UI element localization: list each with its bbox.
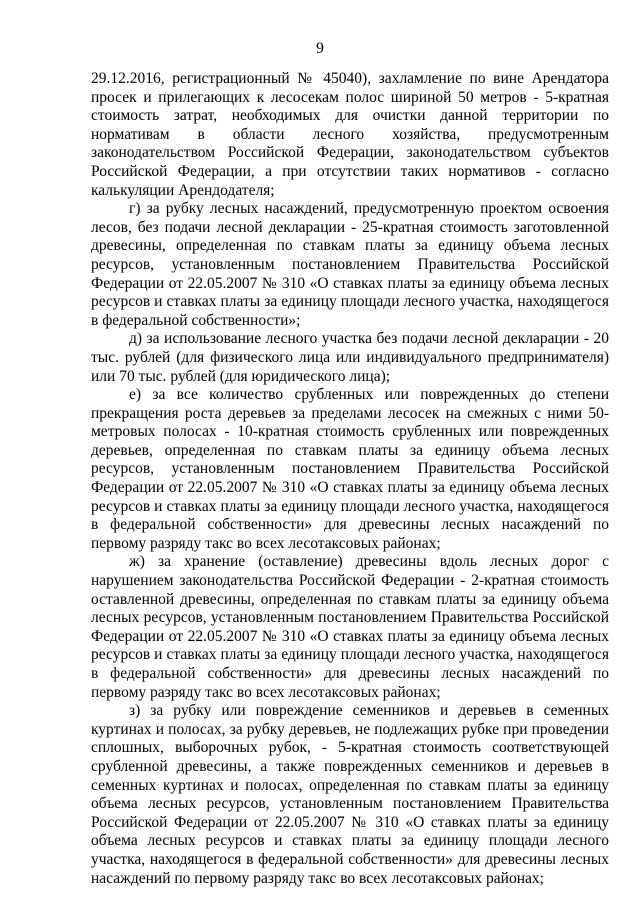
page-number: 9 [316, 40, 324, 57]
paragraph-item-z: з) за рубку или повреждение семенников и деревьев в семенных куртинах и полосах, за рубку деревьев, не подлежащих рубке при проведении сплошных, выборочных рубок, - 5-кратная стоимость соответствующей срубленной древесины, а также поврежденных семенников и деревьев в семенных куртинах и полосах, определенная по ставкам платы за единицу объема лесных ресурсов, установленным постановлением Правительства Российской Федерации от 22.05.2007 № 310 «О ставках платы за единицу объема лесных ресурсов и ставках платы за единицу площади лесного участка, находящегося в федеральной собственности» для древесины лесных насаждений по первому разряду такс во всех лесотаксовых районах; [91, 702, 609, 887]
paragraph-item-zh: ж) за хранение (оставление) древесины вдоль лесных дорог с нарушением законодательства Российской Федерации - 2-кратная стоимость оставленной древесины, определенная по ставкам платы за единицу объема лесных ресурсов, установленным постановлением Правительства Российской Федерации от 22.05.2007 № 310 «О ставках платы за единицу объема лесных ресурсов и ставках платы за единицу площади лесного участка, находящегося в федеральной собственности» для древесины лесных насаждений по первому разряду такс во всех лесотаксовых районах; [91, 553, 609, 701]
paragraph-continuation: 29.12.2016, регистрационный № 45040), захламление по вине Арендатора просек и прилегающих к лесосекам полос шириной 50 метров - 5-кратная стоимость затрат, необходимых для очистки данной территории по нормативам в области лесного хозяйства, предусмотренным законодательством Российской Федерации, законодательством субъектов Российской Федерации, а при отсутствии таких нормативов - согласно калькуляции Арендодателя; [91, 70, 609, 199]
paragraph-item-e: е) за все количество срубленных или поврежденных до степени прекращения роста деревьев за пределами лесосек на смежных с ними 50-метровых полосах - 10-кратная стоимость срубленных или поврежденных деревьев, определенная по ставкам платы за единицу объема лесных ресурсов, установленным постановлением Правительства Российской Федерации от 22.05.2007 № 310 «О ставках платы за единицу объема лесных ресурсов и ставках платы за единицу площади лесного участка, находящегося в федеральной собственности» для древесины лесных насаждений по первому разряду такс во всех лесотаксовых районах; [91, 386, 609, 552]
paragraph-item-d: д) за использование лесного участка без подачи лесной декларации - 20 тыс. рублей (для физического лица или индивидуального предпринимателя) или 70 тыс. рублей (для юридического лица); [91, 330, 609, 385]
document-body [91, 70, 609, 888]
paragraph-item-g: г) за рубку лесных насаждений, предусмотренную проектом освоения лесов, без подачи лесной декларации - 25-кратная стоимость заготовленной древесины, определенная по ставкам платы за единицу объема лесных ресурсов, установленным постановлением Правительства Российской Федерации от 22.05.2007 № 310 «О ставках платы за единицу объема лесных ресурсов и ставках платы за единицу площади лесного участка, находящегося в федеральной собственности»; [91, 200, 609, 329]
